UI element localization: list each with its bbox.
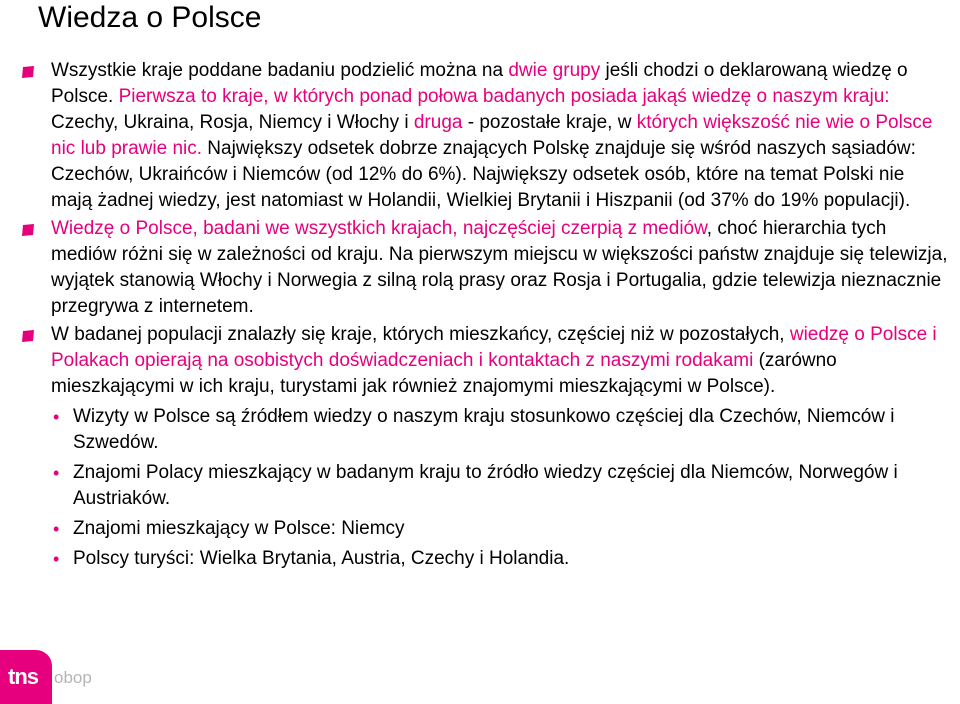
- text-run: Czechy, Ukraina, Rosja, Niemcy i Włochy i: [51, 112, 414, 133]
- paragraph-1: [20, 58, 948, 214]
- sub-bullet-text: Wizyty w Polsce są źródłem wiedzy o naszym kraju stosunkowo częściej dla Czechów, Niemców i Szwedów.: [73, 406, 895, 453]
- pink-dot-bullet-icon: •: [53, 463, 60, 483]
- text-run: Wszystkie kraje poddane badaniu podzielić można na: [51, 60, 509, 81]
- sub-bullet-text: Znajomi Polacy mieszkający w badanym kraju to źródło wiedzy częściej dla Niemców, Norwegów i Austriaków.: [73, 462, 898, 509]
- pink-dot-bullet-icon: •: [53, 549, 60, 569]
- paragraph-text: [51, 324, 937, 397]
- sub-bullet-text: Znajomi mieszkający w Polsce: Niemcy: [73, 518, 405, 539]
- pink-square-bullet-icon: [21, 66, 35, 78]
- pink-square-bullet-icon: [21, 224, 35, 236]
- slide-content: [20, 58, 948, 572]
- sub-bullet-item: [20, 404, 948, 456]
- sub-bullet-text: Polscy turyści: Wielka Brytania, Austria, Czechy i Holandia.: [73, 548, 570, 569]
- paragraph-text: [51, 218, 948, 317]
- pink-dot-bullet-icon: •: [53, 519, 60, 539]
- logo-sub: obop: [54, 668, 92, 687]
- sub-bullet-item: [20, 460, 948, 512]
- highlighted-text-run: Pierwsza to kraje, w których ponad połowa badanych posiada jakąś wiedzę o naszym kraju:: [118, 86, 890, 107]
- highlighted-text-run: Wiedzę o Polsce, badani we wszystkich krajach, najczęściej czerpią z mediów: [51, 218, 707, 239]
- sub-bullet-item: [20, 516, 948, 542]
- pink-dot-bullet-icon: •: [53, 407, 60, 427]
- text-run: (zarówno mieszkającymi w ich kraju, turystami jak również znajomymi mieszkającymi w Polsce).: [51, 350, 837, 397]
- highlighted-text-run: druga: [413, 112, 463, 133]
- paragraph-text: [51, 60, 932, 211]
- highlighted-text-run: wiedzę o Polsce i Polakach opierają na osobistych doświadczeniach i kontaktach z naszymi rodakami: [51, 324, 937, 371]
- highlighted-text-run: dwie grupy: [508, 60, 601, 81]
- tns-obop-logo: [0, 650, 104, 704]
- text-run: jeśli chodzi o deklarowaną wiedzę o Polsce.: [51, 60, 908, 107]
- pink-square-bullet-icon: [21, 330, 35, 342]
- slide-title: Wiedza o Polsce: [38, 1, 262, 34]
- text-run: - pozostałe kraje, w: [462, 112, 637, 133]
- paragraph-3: [20, 322, 948, 400]
- text-run: , choć hierarchia tych mediów różni się w zależności od kraju. Na pierwszym miejscu w większości państw znajduje się telewizja, wyjątek stanowią Włochy i Norwegia z silną rolą prasy oraz Rosja i Portugalia, gdzie telewizja nieznacznie przegrywa z internetem.: [51, 218, 948, 317]
- text-run: Największy odsetek dobrze znających Polskę znajduje się wśród naszych sąsiadów: Czechów, Ukraińców i Niemców (od 12% do 6%). Największy odsetek osób, które na temat Polski nie mają żadnej wiedzy, jest natomiast w Holandii, Wielkiej Brytanii i Hiszpanii (od 37% do 19% populacji).: [51, 138, 916, 211]
- highlighted-text-run: których większość nie wie o Polsce nic lub prawie nic.: [51, 112, 933, 159]
- sub-bullet-item: [20, 546, 948, 572]
- logo-brand: tns: [8, 664, 38, 689]
- text-run: W badanej populacji znalazły się kraje, których mieszkańcy, częściej niż w pozostałych,: [51, 324, 790, 345]
- paragraph-2: [20, 216, 948, 320]
